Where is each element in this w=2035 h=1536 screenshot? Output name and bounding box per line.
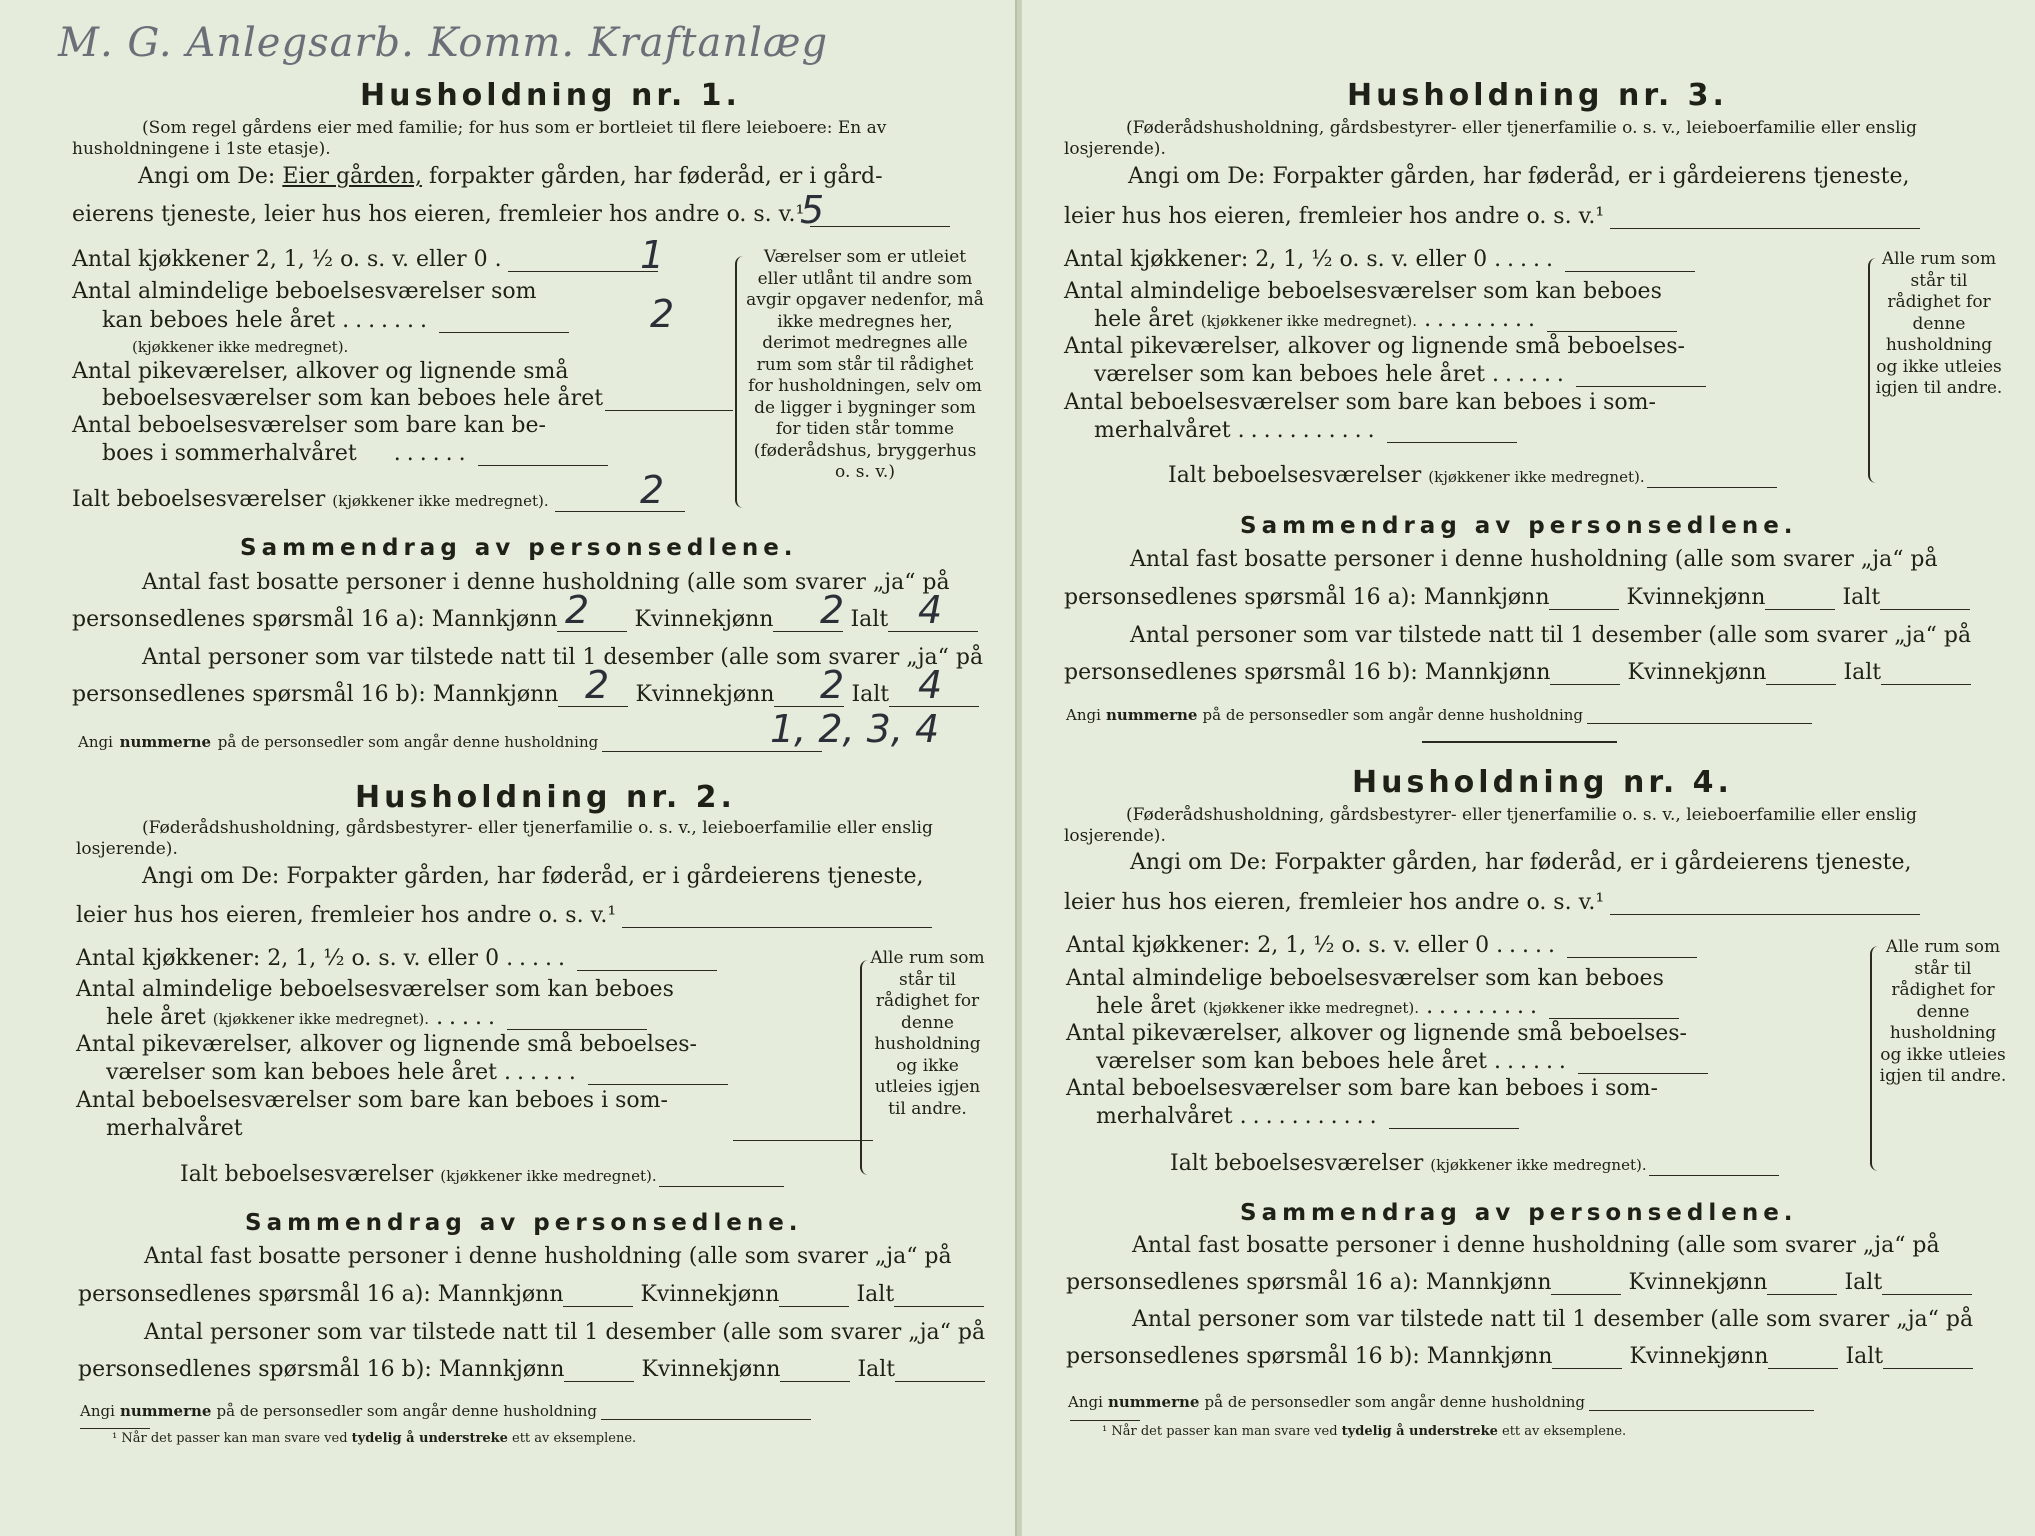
hh4-footnote-rule [1070,1420,1140,1421]
hh4-sammendrag-title: Sammendrag av personsedlene. [1240,1200,1798,1226]
hh2-leier: leier hus hos eieren, fremleier hos andre o. s. v.¹ [76,903,932,928]
hh3-note: (Føderådshusholdning, gårdsbestyrer- eller tjenerfamilie o. s. v., leieboerfamilie eller enslig losjerende). [1064,118,1917,159]
hh1-sammendrag-title: Sammendrag av personsedlene. [240,535,798,561]
hh4-fast-2: personsedlenes spørsmål 16 a): Mannkjønn Kvinnekjønn Ialt [1066,1270,1972,1295]
hh3-leier: leier hus hos eieren, fremleier hos andre o. s. v.¹ [1064,204,1920,229]
hh1-tilst-ialt: 4 [918,663,943,707]
hh1-angi-answer: 5 [800,188,825,232]
hh1-sommer-1: Antal beboelsesværelser som bare kan be- [72,413,546,438]
hh2-alm-1: Antal almindelige beboelsesværelser som kan beboes [76,977,674,1002]
hh2-pike-2: værelser som kan beboes hele året ...... [106,1060,728,1085]
hh1-fast-ialt: 4 [918,588,943,632]
hh1-kjokkener-answer: 1 [640,233,665,277]
hh3-kjokkener: Antal kjøkkener: 2, 1, ½ o. s. v. eller 0 ..... [1064,247,1695,272]
hh1-pike-1: Antal pikeværelser, alkover og lignende små [72,359,569,384]
hh4-angi: Angi om De: Forpakter gården, har føderåd, er i gårdeierens tjeneste, [1130,850,1912,875]
hh1-nummerne-answer: 1, 2, 3, 4 [770,707,940,751]
right-page [1021,0,2035,1536]
hh2-ialt: Ialt beboelsesværelser (kjøkkener ikke medregnet). [180,1162,784,1187]
hh2-sommer-1: Antal beboelsesværelser som bare kan beboes i som- [76,1088,668,1113]
hh1-nummerne: Angi nummerne på de personsedler som angår denne husholdning [78,728,822,752]
hh2-nummerne: Angi nummerne på de personsedler som angår denne husholdning [80,1398,811,1420]
hh1-tilst-1: Antal personer som var tilstede natt til 1 desember (alle som svarer „ja“ på [142,645,984,670]
hh1-tilst-mann: 2 [585,663,610,707]
hh3-alm-1: Antal almindelige beboelsesværelser som kan beboes [1064,279,1662,304]
hh2-brace [860,960,870,1175]
hh4-side-note: Alle rum som står til rådighet for denne husholdning og ikke utleies igjen til andre. [1879,937,2007,1086]
hh4-tilst-2: personsedlenes spørsmål 16 b): Mannkjønn Kvinnekjønn Ialt [1066,1344,1973,1369]
hh4-alm-2: hele året (kjøkkener ikke medregnet). ......... [1096,994,1679,1019]
hh1-note: (Som regel gårdens eier med familie; for hus som er bortleiet til flere leieboere: En av husholdningene i 1ste etasje). [72,118,887,159]
hh2-note: (Føderådshusholdning, gårdsbestyrer- eller tjenerfamilie o. s. v., leieboerfamilie eller enslig losjerende). [76,818,933,859]
hh1-angi-line-2: eierens tjeneste, leier hus hos eieren, fremleier hos andre o. s. v.¹ [72,202,950,227]
hh2-sommer-2: merhalvåret [106,1116,873,1141]
hh1-angi-line-1: Angi om De: Eier gården, forpakter gården, har føderåd, er i gård- [138,164,883,189]
hh2-angi: Angi om De: Forpakter gården, har føderåd, er i gårdeierens tjeneste, [142,864,924,889]
hh1-fast-mann: 2 [565,588,590,632]
hh3-title: Husholdning nr. 3. [1347,78,1728,113]
hh3-ialt: Ialt beboelsesværelser (kjøkkener ikke medregnet). [1168,463,1777,488]
hh3-sammendrag-title: Sammendrag av personsedlene. [1240,513,1798,539]
hh1-tilst-kvinne: 2 [820,663,845,707]
hh1-alm-3: (kjøkkener ikke medregnet). [132,338,349,356]
hh3-side-note: Alle rum som står til rådighet for denne husholdning og ikke utleies igjen til andre. [1875,249,2003,398]
hh1-tilst-2: personsedlenes spørsmål 16 b): Mannkjønn Kvinnekjønn Ialt [72,682,979,707]
hh4-title: Husholdning nr. 4. [1352,765,1733,800]
section-divider [1422,741,1617,743]
hh2-alm-2: hele året (kjøkkener ikke medregnet). ..... [106,1005,647,1030]
hh3-pike-2: værelser som kan beboes hele året ...... [1094,362,1706,387]
hh2-side-note: Alle rum som står til rådighet for denne husholdning og ikke utleies igjen til andre. [870,948,985,1119]
hh1-fast-kvinne: 2 [820,588,845,632]
hh3-alm-2: hele året (kjøkkener ikke medregnet). ......... [1094,307,1677,332]
hh2-kjokkener: Antal kjøkkener: 2, 1, ½ o. s. v. eller 0 ..... [76,946,717,971]
hh4-sommer-1: Antal beboelsesværelser som bare kan beboes i som- [1066,1076,1658,1101]
hh3-fast-1: Antal fast bosatte personer i denne husholdning (alle som svarer „ja“ på [1130,547,1938,572]
hh2-footnote: ¹ Når det passer kan man svare ved tydelig å understreke ett av eksemplene. [112,1431,637,1446]
hh1-alm-answer: 2 [650,292,675,336]
hh4-fast-1: Antal fast bosatte personer i denne husholdning (alle som svarer „ja“ på [1132,1233,1940,1258]
hh3-tilst-2: personsedlenes spørsmål 16 b): Mannkjønn Kvinnekjønn Ialt [1064,660,1971,685]
hh3-pike-1: Antal pikeværelser, alkover og lignende små beboelses- [1064,334,1685,359]
hh4-alm-1: Antal almindelige beboelsesværelser som kan beboes [1066,966,1664,991]
hh3-angi: Angi om De: Forpakter gården, har føderåd, er i gårdeierens tjeneste, [1128,164,1910,189]
hh2-sammendrag-title: Sammendrag av personsedlene. [245,1210,803,1236]
hh1-side-note: Værelser som er utleiet eller utlånt til andre som avgir opgaver nedenfor, må ikke medregnes her, derimot medregnes alle rum som står til rådighet for husholdningen, selv om de ligger i bygninger som for tiden står tomme (føderådshus, bryggerhus o. s. v.) [746,247,984,482]
hh1-pike-2: beboelsesværelser som kan beboes hele året [102,386,733,411]
left-page [0,0,1017,1536]
hh3-fast-2: personsedlenes spørsmål 16 a): Mannkjønn Kvinnekjønn Ialt [1064,585,1970,610]
hh1-ialt: Ialt beboelsesværelser (kjøkkener ikke medregnet). [72,487,685,512]
hh1-fast-1: Antal fast bosatte personer i denne husholdning (alle som svarer „ja“ på [142,570,950,595]
hh1-ialt-answer: 2 [640,468,665,512]
hh4-pike-2: værelser som kan beboes hele året ...... [1096,1049,1708,1074]
hh3-sommer-2: merhalvåret ........... [1094,418,1517,443]
hh4-leier: leier hus hos eieren, fremleier hos andre o. s. v.¹ [1064,890,1920,915]
hh2-fast-1: Antal fast bosatte personer i denne husholdning (alle som svarer „ja“ på [144,1244,952,1269]
hh2-footnote-rule [80,1428,150,1429]
hh1-kjokkener: Antal kjøkkener 2, 1, ½ o. s. v. eller 0 . [72,247,658,272]
hh1-title: Husholdning nr. 1. [360,78,741,113]
hh4-kjokkener: Antal kjøkkener: 2, 1, ½ o. s. v. eller 0 ..... [1066,933,1697,958]
hh4-tilst-1: Antal personer som var tilstede natt til 1 desember (alle som svarer „ja“ på [1132,1307,1974,1332]
hh4-note: (Føderådshusholdning, gårdsbestyrer- eller tjenerfamilie o. s. v., leieboerfamilie eller enslig losjerende). [1064,805,1917,846]
hh3-nummerne: Angi nummerne på de personsedler som angår denne husholdning [1066,702,1812,724]
hh2-tilst-1: Antal personer som var tilstede natt til 1 desember (alle som svarer „ja“ på [144,1320,986,1345]
hh4-nummerne: Angi nummerne på de personsedler som angår denne husholdning [1068,1389,1814,1411]
header-handwriting: M. G. Anlegsarb. Komm. Kraftanlæg [58,20,829,66]
hh2-title: Husholdning nr. 2. [355,780,736,815]
hh2-pike-1: Antal pikeværelser, alkover og lignende små beboelses- [76,1032,697,1057]
hh1-alm-2: kan beboes hele året ....... [102,308,569,333]
hh2-fast-2: personsedlenes spørsmål 16 a): Mannkjønn Kvinnekjønn Ialt [78,1282,984,1307]
hh1-brace [735,256,745,508]
hh4-pike-1: Antal pikeværelser, alkover og lignende små beboelses- [1066,1021,1687,1046]
hh2-tilst-2: personsedlenes spørsmål 16 b): Mannkjønn Kvinnekjønn Ialt [78,1357,985,1382]
hh4-footnote: ¹ Når det passer kan man svare ved tydelig å understreke ett av eksemplene. [1102,1424,1627,1439]
hh1-fast-2: personsedlenes spørsmål 16 a): Mannkjønn Kvinnekjønn Ialt [72,607,978,632]
hh4-ialt: Ialt beboelsesværelser (kjøkkener ikke medregnet). [1170,1151,1779,1176]
hh3-tilst-1: Antal personer som var tilstede natt til 1 desember (alle som svarer „ja“ på [1130,623,1972,648]
hh4-sommer-2: merhalvåret ........... [1096,1104,1519,1129]
hh1-sommer-2: boes i sommerhalvåret ...... [102,441,608,466]
hh1-alm-1: Antal almindelige beboelsesværelser som [72,279,537,304]
hh3-sommer-1: Antal beboelsesværelser som bare kan beboes i som- [1064,390,1656,415]
